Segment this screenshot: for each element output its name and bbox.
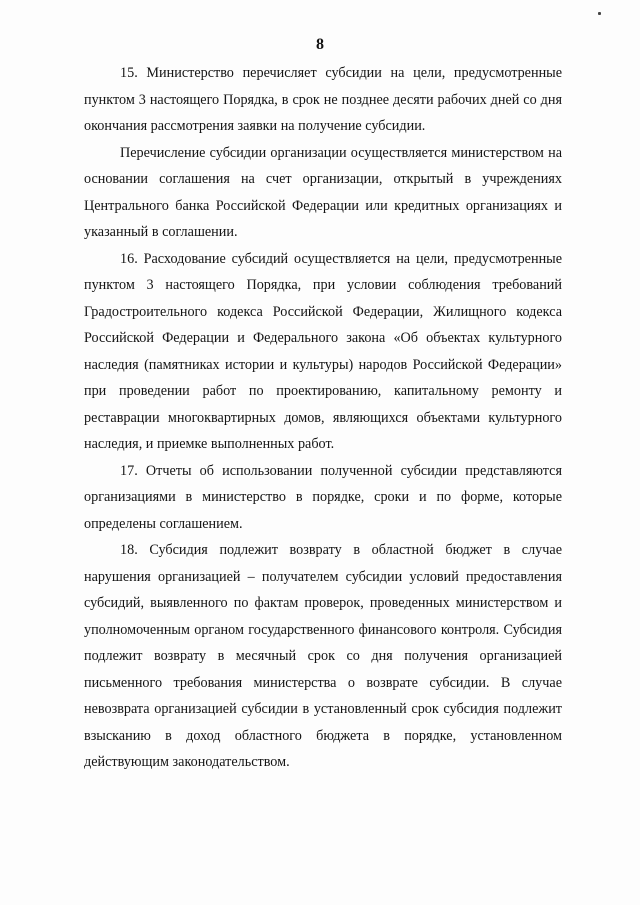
paragraph-16: 16. Расходование субсидий осуществляется на цели, предусмотренные пунктом 3 настоящего Порядка, при условии соблюдения требований Градостроительного кодекса Российской Федерации, Жилищного кодекса Российской Федерации и Федерального закона «Об объектах культурного наследия (памятниках истории и культуры) народов Российской Федерации» при проведении работ по проектированию, капитальному ремонту и реставрации многоквартирных домов, являющихся объектами культурного наследия, и приемке выполненных работ. <box>84 250 562 452</box>
paragraph-18: 18. Субсидия подлежит возврату в областной бюджет в случае нарушения организацией – получателем субсидии условий предоставления субсидий, выявленного по фактам проверок, проведенных министерством и уполномоченным органом государственного финансового контроля. Субсидия подлежит возврату в месячный срок со дня получения организацией письменного требования министерства о возврате субсидии. В случае невозврата организацией субсидии в установленный срок субсидия подлежит взысканию в доход областного бюджета в порядке, установленном действующим законодательством. <box>84 542 562 770</box>
document-body <box>84 60 562 776</box>
page-number: 8 <box>316 36 324 53</box>
paragraph-15: 15. Министерство перечисляет субсидии на цели, предусмотренные пунктом 3 настоящего Порядка, в срок не позднее десяти рабочих дней со дня окончания рассмотрения заявки на получение субсидии. <box>84 65 562 134</box>
scan-speck <box>598 12 601 15</box>
paragraph-15-transfer: Перечисление субсидии организации осуществляется министерством на основании соглашения на счет организации, открытый в учреждениях Центрального банка Российской Федерации или кредитных организациях и указанный в соглашении. <box>84 144 562 240</box>
paragraph-17: 17. Отчеты об использовании полученной субсидии представляются организациями в министерство в порядке, сроки и по форме, которые определены соглашением. <box>84 462 562 532</box>
